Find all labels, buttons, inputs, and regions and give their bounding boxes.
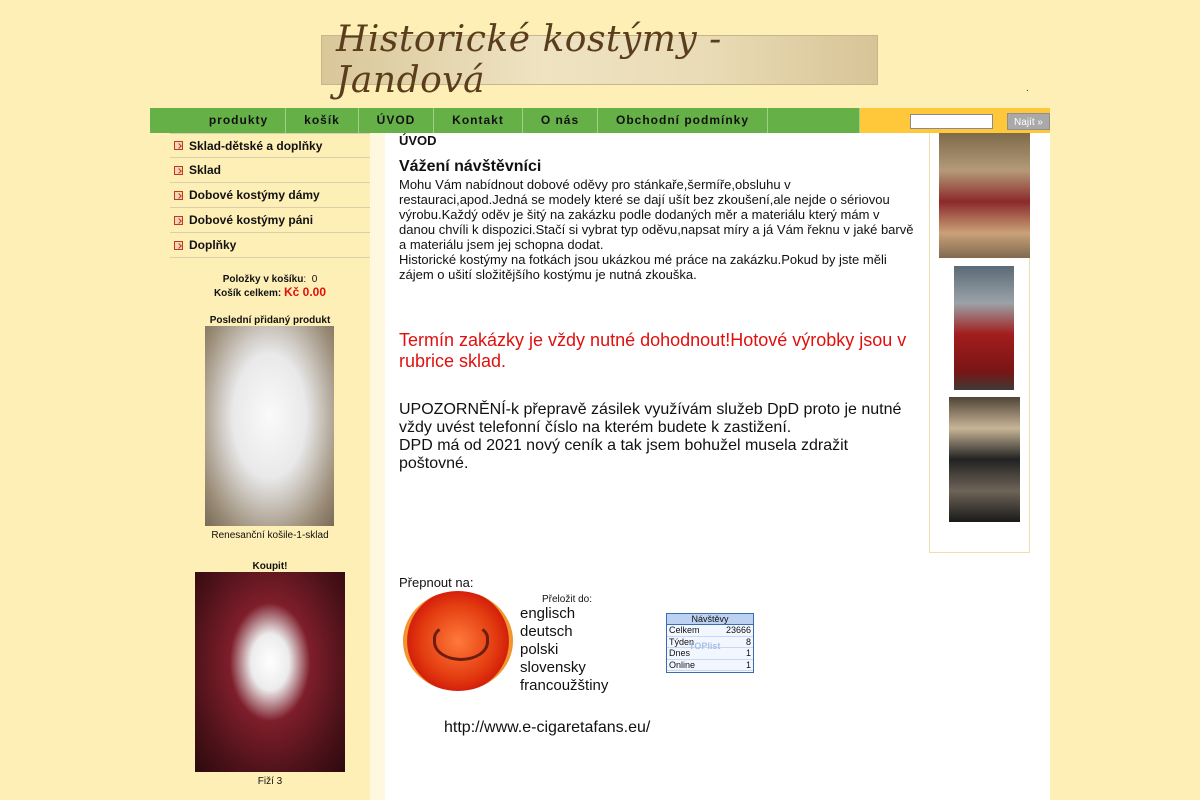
arrow-bullet-icon [174,141,183,150]
header [150,19,1050,108]
translate-label: Přeložit do: [542,594,593,605]
counter-value: 8 [745,636,751,647]
logo-text: Historické kostýmy - Jandová [336,19,722,101]
buy-product [170,561,370,787]
intro-text: Mohu Vám nabídnout dobové oděvy pro stánkaře,šermíře,obsluhu v restauraci,apod.Jedná se modely které se dají ušít bez zkoušení,ale nejde o sériovou výrobu.Každý oděv je šitý na zakázku podle dodaných měr a materiálu který mám v danou chvíli k dispozici.Stačí si vybrat typ oděvu,napsat míry a já Vám řeknu v jaké barvě a materiálu jsem jej schopna dodat. [399,177,914,252]
order-notice: Termín zakázky je vždy nutné dohodnout!Hotové výrobky jsou v rubrice sklad. [399,330,907,371]
menu-item-doplnky[interactable] [170,233,370,258]
search-input[interactable] [910,114,993,129]
counter-value: 1 [745,659,751,670]
counter-label: Celkem [669,625,700,635]
sidebar [150,133,370,800]
jabot-image[interactable] [195,572,345,772]
menu-item-kostymy-damy[interactable] [170,183,370,208]
arrow-bullet-icon [174,241,183,250]
lang-english[interactable]: englisch [520,605,576,622]
price-warning: DPD má od 2021 nový ceník a tak jsem bohužel musela zdražit poštovné. [399,437,849,472]
buy-title: Koupit! [252,561,288,572]
language-links [520,605,608,695]
costume-photo-black-gown[interactable] [949,397,1020,522]
nav-kontakt[interactable]: Kontakt [434,108,523,133]
nav-o-nas[interactable]: O nás [523,108,598,133]
counter-label: Týden [669,636,695,647]
lang-slovak[interactable]: slovensky [520,659,586,676]
nav-obchodni-podminky[interactable]: Obchodní podmínky [598,108,768,133]
counter-value: 23666 [725,625,751,635]
page [150,19,1050,800]
welcome-heading: Vážení návštěvníci [399,158,542,175]
menu-item-label: Dobové kostýmy páni [189,213,314,227]
cart-summary [170,273,370,300]
last-added-title: Poslední přidaný produkt [209,315,331,326]
menu-item-label: Dobové kostýmy dámy [189,188,320,202]
cart-items-line: Položky v košíku: 0 [222,274,318,285]
photo-column [929,133,1030,553]
arrow-bullet-icon [174,166,183,175]
nav-produkty[interactable]: produkty [192,108,286,133]
renaissance-shirt-image[interactable] [205,326,334,526]
main-nav [150,108,1050,133]
cart-total-line [170,286,370,300]
cart-items-label: Položky v košíku [222,274,304,285]
menu-item-label: Sklad-dětské a doplňky [189,138,323,153]
switch-label: Přepnout na: [399,575,474,590]
arrow-bullet-icon [174,191,183,200]
toplist-watermark: TOPlist [689,641,721,651]
buy-caption[interactable]: Fiží 3 [257,776,283,787]
section-title: ÚVOD [399,133,437,148]
costume-photo-couple[interactable] [939,133,1030,258]
search-button[interactable]: Najít » [1007,113,1050,130]
site-logo[interactable] [321,19,878,101]
content-divider [370,133,385,800]
menu-item-kostymy-pani[interactable] [170,208,370,233]
search-area [860,108,1050,133]
menu-item-sklad[interactable] [170,158,370,183]
main-content [385,133,1050,800]
counter-value: 1 [745,648,751,658]
menu-item-label: Doplňky [189,238,237,252]
shipping-warning: UPOZORNĚNÍ-k přepravě zásilek využívám služeb DpD proto je nutné vždy uvést telefonní číslo na kterém budete k zastižení. [399,401,902,436]
cart-total-value: Kč 0.00 [284,285,327,299]
header-dot: . [1026,83,1029,94]
counter-label: Dnes [669,648,691,658]
last-added-caption[interactable]: Renesanční košile-1-sklad [211,530,329,541]
nav-empty[interactable] [768,108,860,133]
nav-uvod[interactable]: ÚVOD [359,108,434,133]
lang-polish[interactable]: polski [520,641,559,658]
lang-french[interactable]: francoužštiny [520,677,609,694]
last-added-product [170,315,370,541]
arrow-bullet-icon [174,216,183,225]
nav-kosik[interactable]: košík [286,108,359,133]
counter-row [667,625,753,637]
category-menu [170,133,370,258]
cart-total-label: Košík celkem: [213,288,282,299]
craft-seal-icon[interactable] [403,591,513,691]
lang-german[interactable]: deutsch [520,623,573,640]
menu-item-label: Sklad [189,163,222,177]
visit-counter[interactable] [666,613,754,673]
counter-title: Návštěvy [667,614,753,625]
costume-photo-red-dress[interactable] [954,266,1014,390]
cart-items-count: 0 [311,274,318,285]
counter-label: Online [669,659,696,670]
intro-text-2: Historické kostýmy na fotkách jsou ukázkou mé práce na zakázku.Pokud by jste měli zájem o ušití složitějšího kostýmu je nutná zkouška. [399,252,887,282]
counter-row [667,660,753,672]
footer-link[interactable]: http://www.e-cigaretafans.eu/ [444,719,651,736]
menu-item-sklad-detske[interactable] [170,133,370,158]
